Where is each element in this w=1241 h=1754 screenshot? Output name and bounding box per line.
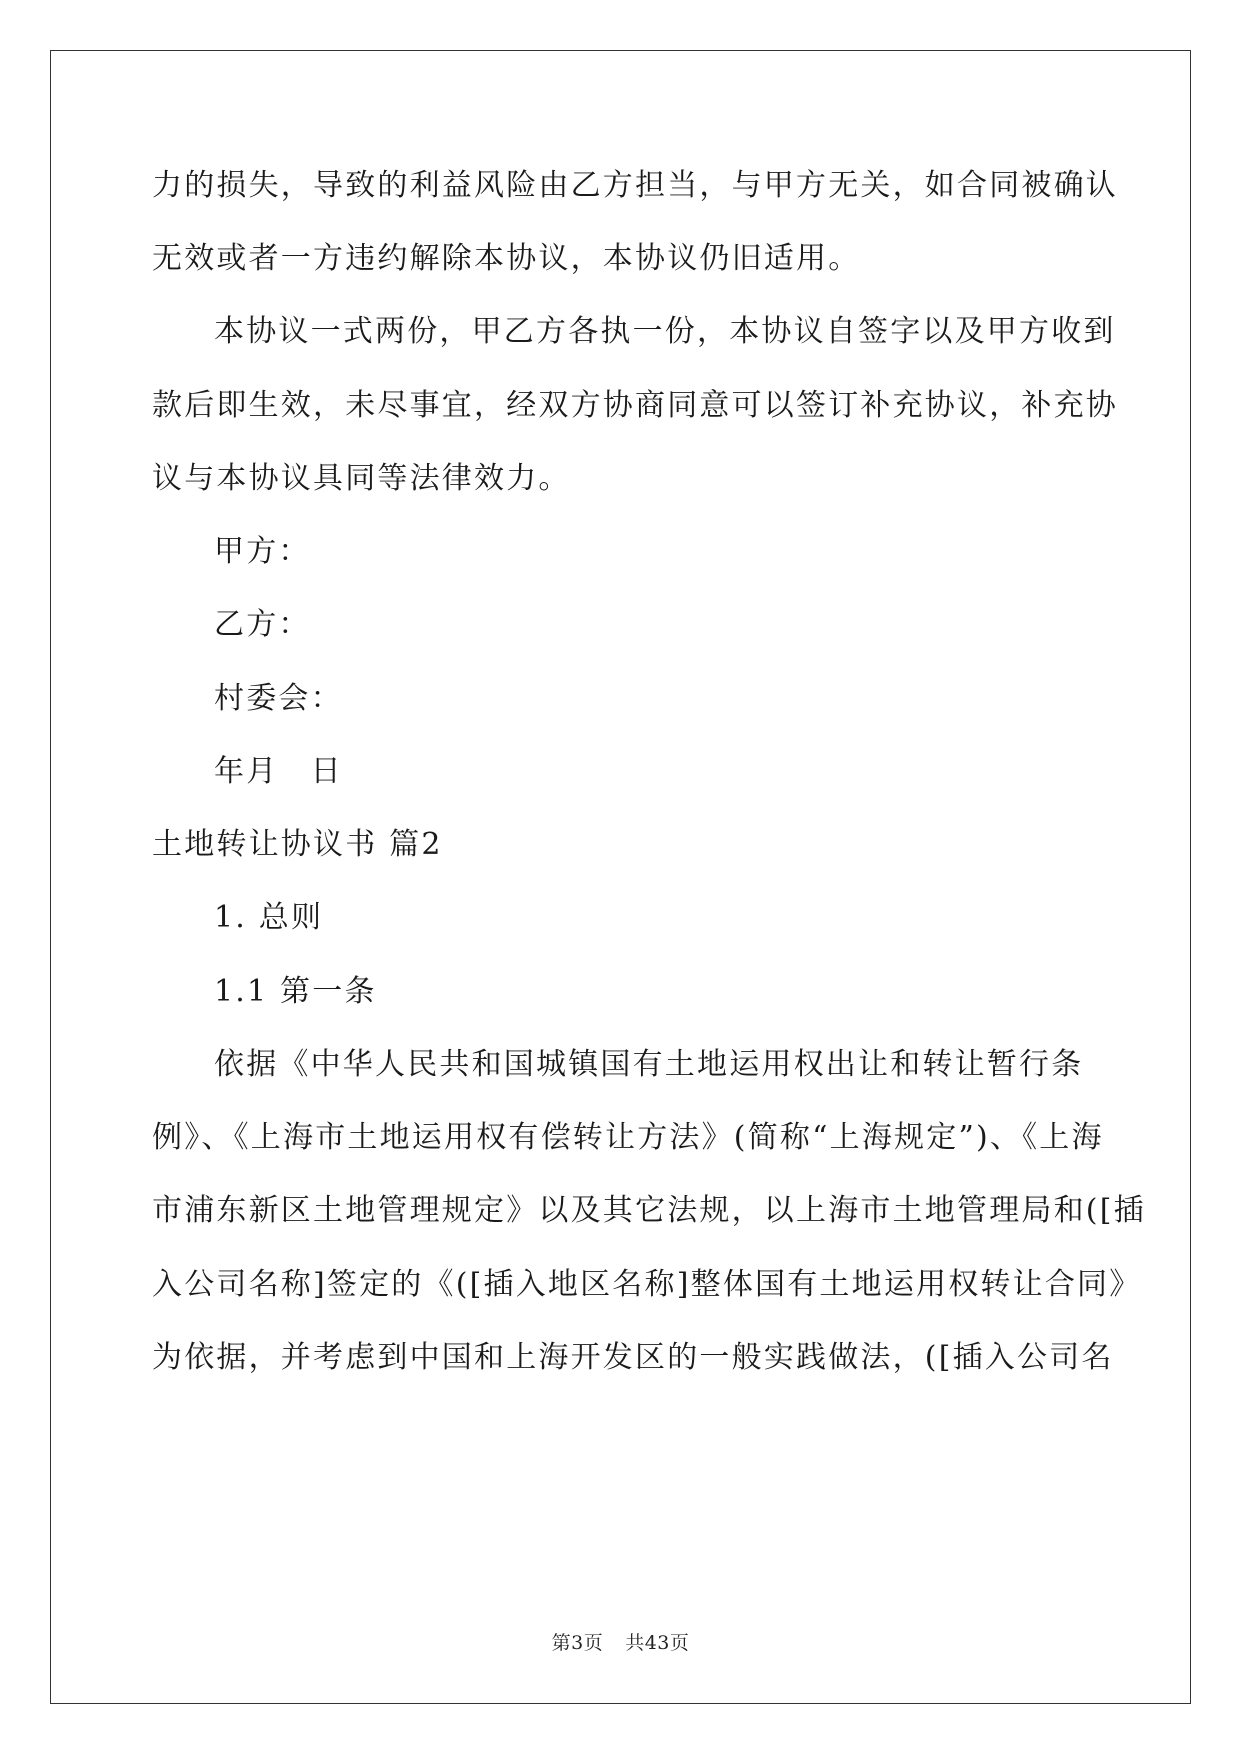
date-line: 年月 日	[214, 754, 343, 789]
body-line-16: 入公司名称]签定的《([插入地区名称]整体国有土地运用权转让合同》	[152, 1267, 1142, 1302]
body-line-5: 议与本协议具同等法律效力。	[152, 461, 571, 496]
body-line-13: 依据《中华人民共和国城镇国有土地运用权出让和转让暂行条	[214, 1047, 1084, 1082]
body-line-1: 力的损失，导致的利益风险由乙方担当，与甲方无关，如合同被确认	[152, 168, 1118, 203]
body-line-3: 本协议一式两份，甲乙方各执一份，本协议自签字以及甲方收到	[214, 314, 1116, 349]
page-number: 第3页	[551, 1632, 604, 1654]
party-b-label: 乙方：	[214, 607, 311, 642]
page-footer	[0, 1628, 1241, 1655]
article-heading: 1.1 第一条	[214, 974, 377, 1009]
body-line-15: 市浦东新区土地管理规定》以及其它法规，以上海市土地管理局和([插	[152, 1193, 1146, 1228]
page-border	[50, 50, 1191, 1704]
body-line-14: 例》、《上海市土地运用权有偿转让方法》(简称“上海规定”)、《上海	[152, 1120, 1104, 1155]
chapter-heading: 1. 总则	[214, 900, 324, 935]
village-committee-label: 村委会：	[214, 681, 343, 716]
page-total: 共43页	[625, 1632, 690, 1654]
body-line-17: 为依据，并考虑到中国和上海开发区的一般实践做法，([插入公司名	[152, 1340, 1114, 1375]
body-line-2: 无效或者一方违约解除本协议，本协议仍旧适用。	[152, 241, 861, 276]
body-line-4: 款后即生效，未尽事宜，经双方协商同意可以签订补充协议，补充协	[152, 388, 1118, 423]
party-a-label: 甲方：	[214, 534, 311, 569]
section-heading: 土地转让协议书 篇2	[152, 827, 443, 862]
